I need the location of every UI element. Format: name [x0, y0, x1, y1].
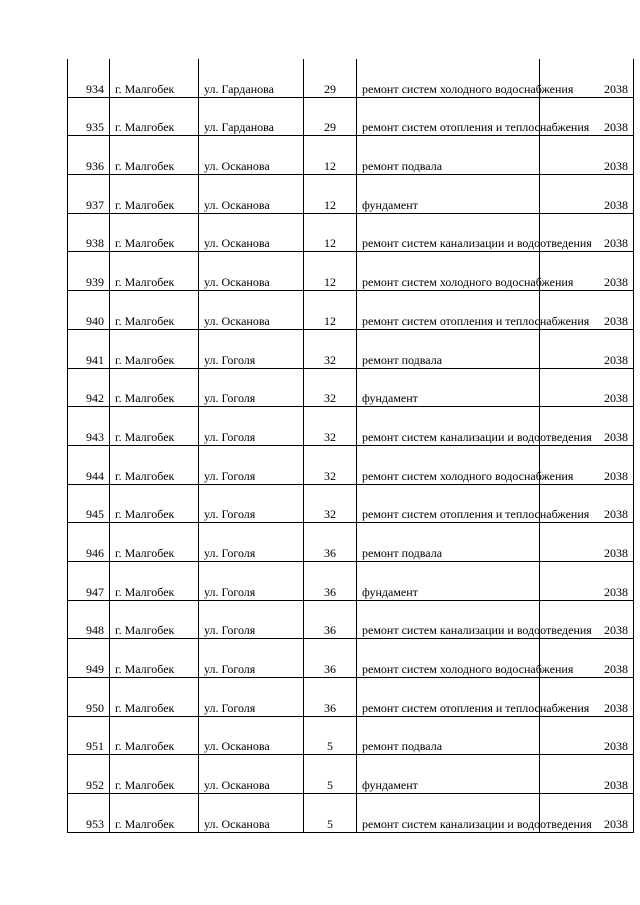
row-number-cell: 949 [68, 639, 110, 678]
year-cell: 2038 [540, 716, 634, 755]
street-cell: ул. Гоголя [199, 600, 304, 639]
table-row [68, 368, 634, 407]
table-row [68, 175, 634, 214]
city-cell: г. Малгобек [110, 561, 199, 600]
table-row [68, 755, 634, 794]
year-cell: 2038 [540, 329, 634, 368]
work-type-cell: фундамент [357, 755, 540, 794]
house-number-cell: 32 [304, 484, 357, 523]
year-cell: 2038 [540, 175, 634, 214]
house-number-cell: 5 [304, 794, 357, 833]
street-cell: ул. Гоголя [199, 523, 304, 562]
table-row [68, 561, 634, 600]
year-cell: 2038 [540, 678, 634, 717]
work-type-cell: ремонт систем отопления и теплоснабжения [357, 97, 540, 136]
table-row [68, 600, 634, 639]
year-cell: 2038 [540, 794, 634, 833]
street-cell: ул. Осканова [199, 755, 304, 794]
year-cell: 2038 [540, 252, 634, 291]
house-number-cell: 36 [304, 523, 357, 562]
row-number-cell: 934 [68, 59, 110, 97]
work-type-cell: ремонт систем холодного водоснабжения [357, 59, 540, 97]
house-number-cell: 36 [304, 639, 357, 678]
city-cell: г. Малгобек [110, 794, 199, 833]
work-type-cell: фундамент [357, 368, 540, 407]
year-cell: 2038 [540, 291, 634, 330]
house-number-cell: 5 [304, 755, 357, 794]
year-cell: 2038 [540, 213, 634, 252]
city-cell: г. Малгобек [110, 484, 199, 523]
row-number-cell: 938 [68, 213, 110, 252]
table-row [68, 639, 634, 678]
row-number-cell: 941 [68, 329, 110, 368]
work-type-cell: ремонт систем холодного водоснабжения [357, 445, 540, 484]
table-row [68, 329, 634, 368]
work-type-cell: ремонт систем канализации и водоотведения [357, 794, 540, 833]
city-cell: г. Малгобек [110, 252, 199, 291]
city-cell: г. Малгобек [110, 175, 199, 214]
work-type-cell: ремонт подвала [357, 523, 540, 562]
work-type-cell: ремонт систем канализации и водоотведения [357, 600, 540, 639]
table-row [68, 252, 634, 291]
city-cell: г. Малгобек [110, 368, 199, 407]
repair-schedule-table [67, 59, 634, 833]
city-cell: г. Малгобек [110, 291, 199, 330]
table-row [68, 678, 634, 717]
house-number-cell: 12 [304, 213, 357, 252]
year-cell: 2038 [540, 59, 634, 97]
year-cell: 2038 [540, 639, 634, 678]
street-cell: ул. Гоголя [199, 329, 304, 368]
house-number-cell: 32 [304, 407, 357, 446]
city-cell: г. Малгобек [110, 445, 199, 484]
city-cell: г. Малгобек [110, 59, 199, 97]
street-cell: ул. Осканова [199, 794, 304, 833]
street-cell: ул. Гоголя [199, 639, 304, 678]
work-type-cell: ремонт подвала [357, 716, 540, 755]
row-number-cell: 944 [68, 445, 110, 484]
work-type-cell: ремонт систем отопления и теплоснабжения [357, 678, 540, 717]
year-cell: 2038 [540, 407, 634, 446]
year-cell: 2038 [540, 97, 634, 136]
work-type-cell: ремонт подвала [357, 136, 540, 175]
city-cell: г. Малгобек [110, 407, 199, 446]
year-cell: 2038 [540, 445, 634, 484]
row-number-cell: 942 [68, 368, 110, 407]
row-number-cell: 935 [68, 97, 110, 136]
year-cell: 2038 [540, 368, 634, 407]
work-type-cell: ремонт систем канализации и водоотведения [357, 213, 540, 252]
city-cell: г. Малгобек [110, 523, 199, 562]
house-number-cell: 36 [304, 561, 357, 600]
city-cell: г. Малгобек [110, 213, 199, 252]
street-cell: ул. Гоголя [199, 484, 304, 523]
work-type-cell: ремонт систем холодного водоснабжения [357, 252, 540, 291]
house-number-cell: 32 [304, 329, 357, 368]
row-number-cell: 951 [68, 716, 110, 755]
year-cell: 2038 [540, 561, 634, 600]
street-cell: ул. Осканова [199, 175, 304, 214]
year-cell: 2038 [540, 484, 634, 523]
row-number-cell: 945 [68, 484, 110, 523]
table-row [68, 794, 634, 833]
city-cell: г. Малгобек [110, 716, 199, 755]
row-number-cell: 953 [68, 794, 110, 833]
table-row [68, 445, 634, 484]
work-type-cell: фундамент [357, 175, 540, 214]
year-cell: 2038 [540, 755, 634, 794]
city-cell: г. Малгобек [110, 97, 199, 136]
house-number-cell: 32 [304, 445, 357, 484]
street-cell: ул. Осканова [199, 716, 304, 755]
row-number-cell: 948 [68, 600, 110, 639]
street-cell: ул. Осканова [199, 252, 304, 291]
city-cell: г. Малгобек [110, 639, 199, 678]
year-cell: 2038 [540, 600, 634, 639]
city-cell: г. Малгобек [110, 329, 199, 368]
street-cell: ул. Гоголя [199, 368, 304, 407]
street-cell: ул. Гоголя [199, 561, 304, 600]
house-number-cell: 5 [304, 716, 357, 755]
house-number-cell: 36 [304, 600, 357, 639]
year-cell: 2038 [540, 523, 634, 562]
row-number-cell: 939 [68, 252, 110, 291]
row-number-cell: 936 [68, 136, 110, 175]
street-cell: ул. Гоголя [199, 445, 304, 484]
house-number-cell: 12 [304, 175, 357, 214]
table-row [68, 59, 634, 97]
work-type-cell: фундамент [357, 561, 540, 600]
table-row [68, 484, 634, 523]
table-row [68, 97, 634, 136]
table-body [68, 59, 634, 832]
table-row [68, 716, 634, 755]
street-cell: ул. Осканова [199, 291, 304, 330]
house-number-cell: 12 [304, 136, 357, 175]
city-cell: г. Малгобек [110, 136, 199, 175]
house-number-cell: 12 [304, 252, 357, 291]
row-number-cell: 943 [68, 407, 110, 446]
house-number-cell: 36 [304, 678, 357, 717]
work-type-cell: ремонт систем канализации и водоотведения [357, 407, 540, 446]
city-cell: г. Малгобек [110, 678, 199, 717]
work-type-cell: ремонт систем отопления и теплоснабжения [357, 291, 540, 330]
work-type-cell: ремонт систем отопления и теплоснабжения [357, 484, 540, 523]
table-row [68, 407, 634, 446]
table-row [68, 291, 634, 330]
row-number-cell: 950 [68, 678, 110, 717]
street-cell: ул. Гарданова [199, 97, 304, 136]
table-row [68, 213, 634, 252]
house-number-cell: 12 [304, 291, 357, 330]
house-number-cell: 29 [304, 59, 357, 97]
table-row [68, 136, 634, 175]
row-number-cell: 952 [68, 755, 110, 794]
house-number-cell: 32 [304, 368, 357, 407]
city-cell: г. Малгобек [110, 755, 199, 794]
row-number-cell: 947 [68, 561, 110, 600]
row-number-cell: 946 [68, 523, 110, 562]
street-cell: ул. Гарданова [199, 59, 304, 97]
row-number-cell: 940 [68, 291, 110, 330]
work-type-cell: ремонт подвала [357, 329, 540, 368]
street-cell: ул. Гоголя [199, 407, 304, 446]
street-cell: ул. Осканова [199, 136, 304, 175]
work-type-cell: ремонт систем холодного водоснабжения [357, 639, 540, 678]
city-cell: г. Малгобек [110, 600, 199, 639]
row-number-cell: 937 [68, 175, 110, 214]
street-cell: ул. Гоголя [199, 678, 304, 717]
street-cell: ул. Осканова [199, 213, 304, 252]
house-number-cell: 29 [304, 97, 357, 136]
table-row [68, 523, 634, 562]
year-cell: 2038 [540, 136, 634, 175]
